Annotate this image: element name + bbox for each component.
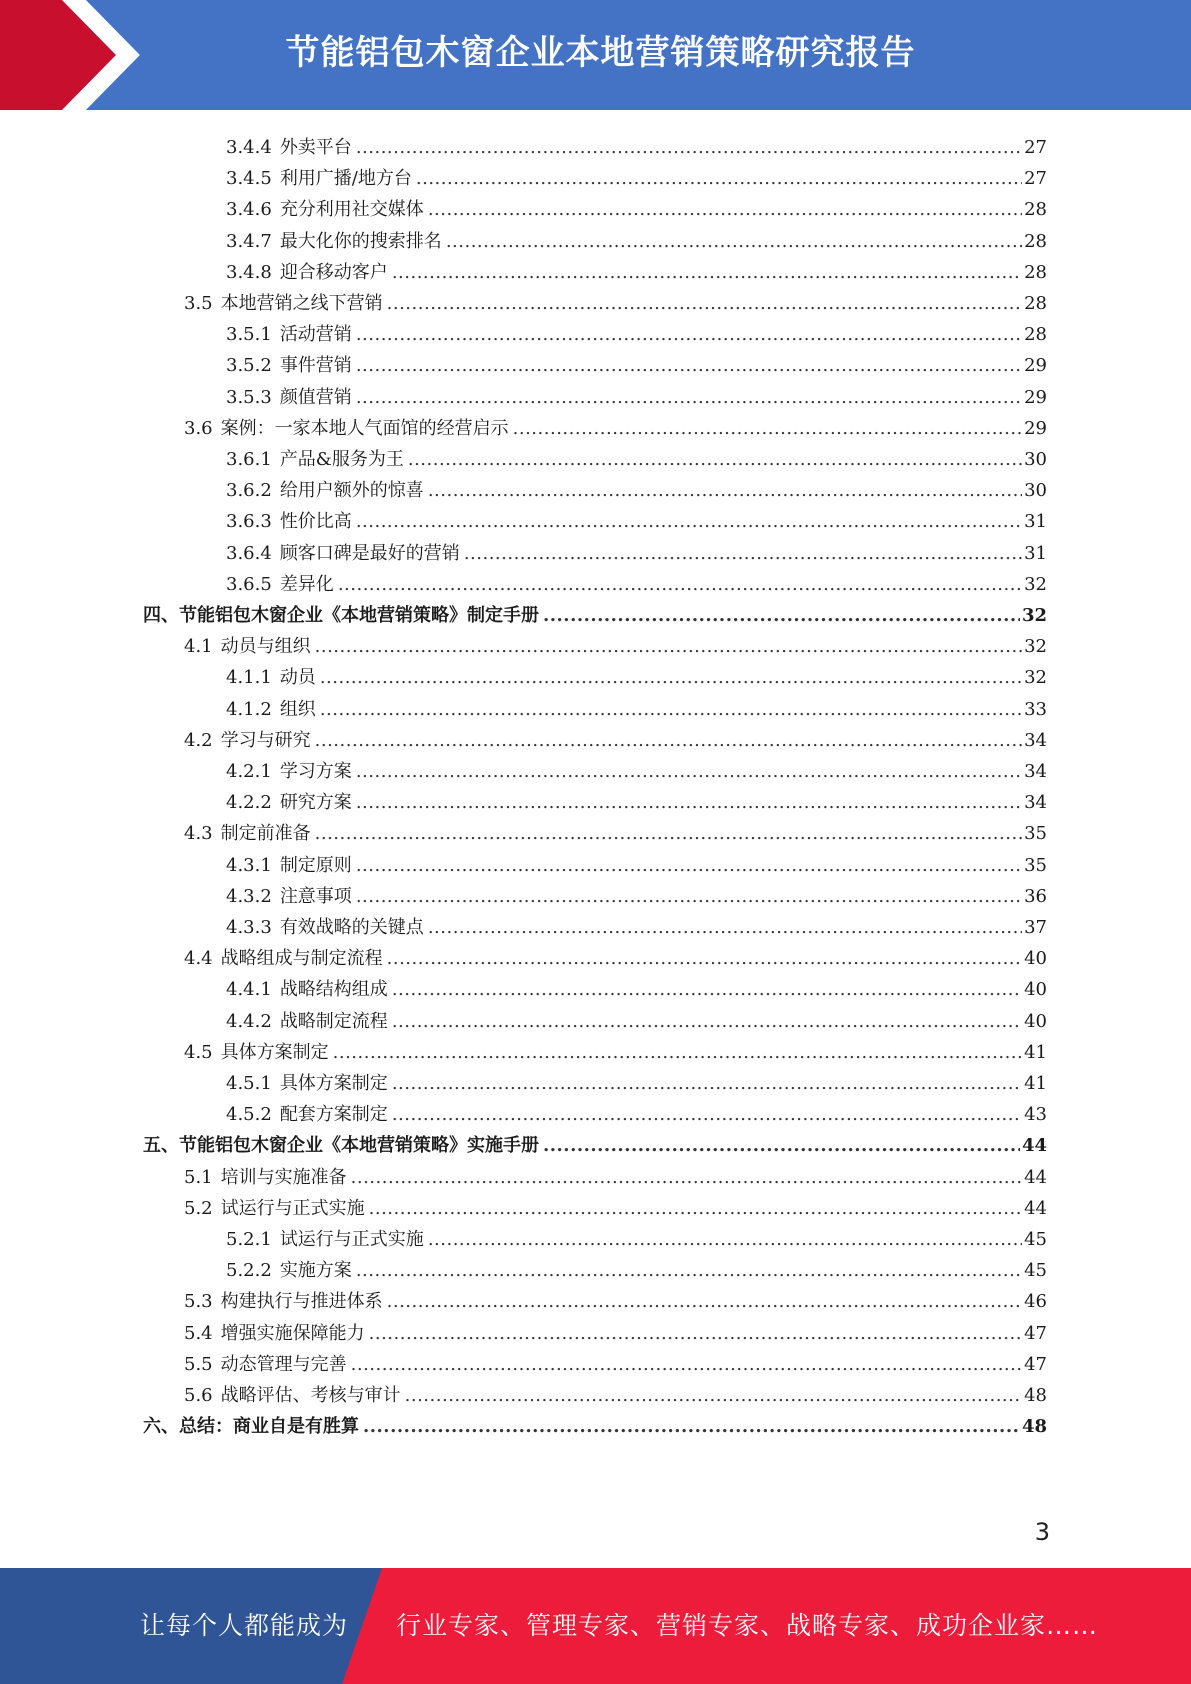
toc-entry-number: 5.4 — [184, 1322, 213, 1344]
toc-entry-page: 41 — [1024, 1073, 1047, 1094]
toc-entry-page: 40 — [1024, 979, 1047, 1001]
toc-entry-page: 48 — [1024, 1385, 1047, 1406]
toc-entry-title: 制定前准备 — [220, 823, 311, 845]
toc-entry[interactable] — [184, 1189, 1047, 1220]
toc-entry-page: 29 — [1024, 386, 1047, 408]
toc-entry[interactable] — [184, 1345, 1047, 1376]
toc-entry-page: 34 — [1024, 792, 1047, 814]
toc-entry-title: 试运行与正式实施 — [279, 1229, 424, 1250]
toc-entry-number: 5.2.1 — [226, 1229, 272, 1250]
toc-entry-label — [226, 1073, 392, 1095]
toc-entry-label — [226, 667, 320, 689]
toc-entry[interactable] — [226, 752, 1047, 783]
toc-entry-number: 4.4.1 — [226, 979, 272, 1001]
toc-entry-page: 47 — [1024, 1353, 1047, 1375]
toc-entry[interactable] — [226, 378, 1047, 409]
toc-entry-number: 3.6.4 — [226, 542, 272, 564]
toc-entry[interactable] — [226, 690, 1047, 721]
toc-entry-title: 配套方案制定 — [279, 1104, 388, 1126]
toc-dot-leader — [356, 324, 1022, 346]
toc-entry-number: 4.2.1 — [226, 761, 272, 782]
toc-entry-title: 外卖平台 — [279, 137, 352, 158]
toc-entry[interactable] — [184, 1158, 1047, 1189]
toc-entry-title: 差异化 — [279, 573, 334, 595]
toc-entry-number: 5.3 — [184, 1291, 213, 1313]
toc-entry-number: 5.2.2 — [226, 1260, 272, 1282]
toc-entry-page: 46 — [1024, 1291, 1047, 1313]
toc-entry-label — [226, 761, 356, 783]
toc-entry-number: 3.4.8 — [226, 261, 272, 283]
toc-entry[interactable] — [226, 877, 1047, 908]
toc-entry[interactable] — [184, 721, 1047, 752]
toc-dot-leader — [356, 792, 1022, 814]
toc-entry-label — [184, 1323, 369, 1345]
toc-entry-number: 3.5 — [184, 293, 213, 314]
toc-entry-page: 35 — [1024, 854, 1047, 876]
toc-entry-page: 40 — [1024, 1010, 1047, 1032]
toc-dot-leader — [392, 1011, 1022, 1033]
toc-dot-leader — [351, 1354, 1022, 1376]
toc-entry-title: 事件营销 — [279, 355, 352, 377]
toc-entry-label — [226, 511, 356, 533]
toc-dot-leader — [356, 511, 1022, 533]
toc-entry-title: 动员与组织 — [220, 636, 311, 658]
toc-entry-title: 迎合移动客户 — [279, 261, 388, 283]
toc-entry-label — [226, 449, 408, 471]
toc-entry-number: 5.5 — [184, 1353, 213, 1375]
toc-dot-leader — [356, 855, 1022, 877]
toc-entry-page: 44 — [1021, 1135, 1047, 1157]
toc-entry-title: 活动营销 — [279, 324, 352, 346]
toc-dot-leader — [428, 917, 1022, 939]
toc-entry[interactable] — [226, 970, 1047, 1001]
toc-entry[interactable] — [143, 596, 1047, 627]
toc-entry-title: 学习方案 — [279, 761, 352, 782]
toc-entry-title: 战略结构组成 — [279, 979, 388, 1001]
toc-entry-page: 28 — [1024, 261, 1047, 283]
toc-entry-title: 本地营销之线下营销 — [220, 293, 383, 314]
toc-dot-leader — [464, 543, 1022, 565]
toc-entry[interactable] — [184, 814, 1047, 845]
toc-entry-page: 28 — [1024, 324, 1047, 346]
toc-dot-leader — [387, 948, 1022, 970]
toc-entry-title: 产品&服务为王 — [279, 449, 404, 470]
toc-entry-title: 有效战略的关键点 — [279, 917, 424, 938]
toc-entry-page: 28 — [1024, 230, 1047, 252]
toc-entry[interactable] — [226, 253, 1047, 284]
toc-entry-number: 3.4.5 — [226, 168, 272, 190]
toc-entry-page: 47 — [1024, 1322, 1047, 1344]
toc-entry-number: 4.1.2 — [226, 698, 272, 720]
toc-entry-page: 31 — [1024, 542, 1047, 564]
page-footer — [0, 1568, 1191, 1684]
toc-entry-title: 学习与研究 — [220, 729, 311, 751]
toc-entry[interactable] — [184, 1376, 1047, 1407]
toc-entry-label — [184, 730, 315, 752]
toc-entry[interactable] — [226, 346, 1047, 377]
toc-entry-title: 动态管理与完善 — [220, 1353, 347, 1375]
toc-dot-leader — [392, 979, 1022, 1001]
toc-entry-title: 具体方案制定 — [279, 1073, 388, 1094]
toc-dot-leader — [315, 823, 1022, 845]
toc-entry-label — [184, 1385, 405, 1407]
toc-entry-page: 33 — [1024, 698, 1047, 720]
toc-entry-label — [226, 574, 338, 596]
toc-dot-leader — [405, 1385, 1022, 1407]
toc-entry-label — [226, 917, 428, 939]
toc-dot-leader — [320, 699, 1022, 721]
toc-entry-title: 案例：一家本地人气面馆的经营启示 — [220, 417, 509, 439]
toc-entry-number: 3.6.5 — [226, 573, 272, 595]
toc-dot-leader — [338, 574, 1022, 596]
toc-entry[interactable] — [226, 502, 1047, 533]
toc-entry-label — [226, 1011, 392, 1033]
toc-entry-number: 4.2 — [184, 729, 213, 751]
toc-entry[interactable] — [226, 128, 1047, 159]
toc-entry-number: 4.5.1 — [226, 1073, 272, 1094]
toc-entry-label — [226, 792, 356, 814]
toc-entry-label — [184, 418, 513, 440]
toc-dot-leader — [387, 293, 1022, 315]
toc-dot-leader — [543, 605, 1020, 627]
toc-entry-number: 六、 — [143, 1416, 179, 1438]
toc-dot-leader — [320, 667, 1022, 689]
toc-entry-page: 31 — [1024, 511, 1047, 533]
toc-entry-number: 五、 — [143, 1135, 179, 1157]
toc-dot-leader — [392, 1104, 1022, 1126]
toc-entry-page: 32 — [1021, 605, 1047, 626]
toc-entry-title: 节能铝包木窗企业《本地营销策略》制定手册 — [179, 605, 539, 626]
toc-entry-number: 4.5 — [184, 1041, 213, 1063]
toc-entry-title: 组织 — [279, 698, 316, 720]
toc-dot-leader — [428, 199, 1022, 221]
toc-entry-page: 29 — [1024, 355, 1047, 377]
toc-entry-label — [184, 1354, 351, 1376]
toc-entry-title: 培训与实施准备 — [220, 1166, 347, 1188]
toc-entry-page: 37 — [1024, 917, 1047, 938]
toc-dot-leader — [513, 418, 1022, 440]
toc-entry[interactable] — [226, 908, 1047, 939]
toc-entry-title: 利用广播/地方台 — [279, 168, 412, 190]
toc-entry-title: 试运行与正式实施 — [220, 1197, 365, 1219]
header-arrow-decoration — [0, 0, 200, 110]
toc-entry-label — [184, 636, 315, 658]
toc-entry[interactable] — [226, 846, 1047, 877]
toc-dot-leader — [356, 137, 1022, 159]
toc-entry-label — [226, 1104, 392, 1126]
toc-entry[interactable] — [143, 1126, 1047, 1157]
toc-dot-leader — [315, 730, 1022, 752]
toc-entry-title: 给用户额外的惊喜 — [279, 480, 424, 502]
toc-entry-title: 动员 — [279, 667, 316, 689]
toc-entry-label — [226, 324, 356, 346]
toc-entry-number: 4.3 — [184, 823, 213, 845]
toc-entry-label — [226, 199, 428, 221]
toc-entry-number: 3.6.3 — [226, 511, 272, 533]
toc-entry-number: 5.1 — [184, 1166, 213, 1188]
toc-entry-page: 28 — [1024, 293, 1047, 314]
toc-entry-number: 5.2 — [184, 1197, 213, 1219]
toc-entry-page: 30 — [1024, 449, 1047, 470]
toc-entry-page: 29 — [1024, 417, 1047, 439]
toc-entry-title: 性价比高 — [279, 511, 352, 533]
toc-entry[interactable] — [226, 534, 1047, 565]
toc-entry-label — [184, 293, 387, 315]
toc-dot-leader — [369, 1323, 1022, 1345]
toc-entry-title: 研究方案 — [279, 792, 352, 814]
toc-entry-title: 具体方案制定 — [220, 1041, 329, 1063]
toc-entry[interactable] — [226, 315, 1047, 346]
toc-entry-title: 总结：商业自是有胜算 — [179, 1416, 359, 1438]
toc-entry-page: 43 — [1024, 1104, 1047, 1126]
toc-dot-leader — [315, 636, 1022, 658]
toc-entry-label — [226, 979, 392, 1001]
toc-entry-number: 4.1.1 — [226, 667, 272, 689]
toc-entry-label — [226, 231, 446, 253]
toc-entry-label — [184, 1198, 369, 1220]
toc-entry[interactable] — [226, 565, 1047, 596]
toc-entry[interactable] — [143, 1407, 1047, 1438]
toc-entry-number: 3.6 — [184, 417, 213, 439]
toc-entry[interactable] — [226, 190, 1047, 221]
toc-entry-title: 注意事项 — [279, 885, 352, 907]
toc-dot-leader — [369, 1198, 1022, 1220]
toc-entry-page: 40 — [1024, 948, 1047, 970]
toc-entry-label — [226, 1229, 428, 1251]
toc-entry-label — [184, 1291, 387, 1313]
toc-dot-leader — [428, 480, 1022, 502]
toc-dot-leader — [356, 761, 1022, 783]
toc-entry-number: 4.5.2 — [226, 1104, 272, 1126]
toc-entry-number: 5.6 — [184, 1385, 213, 1406]
toc-entry-label — [226, 168, 416, 190]
toc-entry[interactable] — [226, 1064, 1047, 1095]
toc-entry[interactable] — [226, 783, 1047, 814]
toc-dot-leader — [356, 886, 1022, 908]
toc-entry-number: 4.3.3 — [226, 917, 272, 938]
toc-entry-page: 44 — [1024, 1197, 1047, 1219]
toc-dot-leader — [392, 262, 1022, 284]
toc-entry[interactable] — [226, 1002, 1047, 1033]
toc-entry-label — [184, 1167, 351, 1189]
toc-entry-number: 4.4.2 — [226, 1010, 272, 1032]
toc-dot-leader — [356, 1260, 1022, 1282]
page-header — [0, 0, 1191, 110]
toc-entry[interactable] — [184, 1033, 1047, 1064]
footer-slogan-left: 让每个人都能成为 — [140, 1611, 349, 1640]
toc-entry-title: 节能铝包木窗企业《本地营销策略》实施手册 — [179, 1135, 539, 1157]
toc-entry[interactable] — [184, 627, 1047, 658]
toc-entry-number: 3.5.1 — [226, 324, 272, 346]
toc-entry-title: 战略评估、考核与审计 — [220, 1385, 401, 1406]
toc-entry[interactable] — [184, 939, 1047, 970]
toc-dot-leader — [356, 355, 1022, 377]
toc-entry-number: 3.5.3 — [226, 386, 272, 408]
toc-entry-label — [226, 480, 428, 502]
toc-entry[interactable] — [184, 409, 1047, 440]
toc-entry-number: 3.6.1 — [226, 449, 272, 470]
toc-entry-number: 四、 — [143, 605, 179, 626]
toc-entry-number: 4.3.1 — [226, 854, 272, 876]
toc-entry-title: 实施方案 — [279, 1260, 352, 1282]
toc-entry-page: 45 — [1024, 1229, 1047, 1250]
toc-entry-label — [184, 1042, 333, 1064]
toc-entry-page: 27 — [1024, 137, 1047, 158]
toc-entry-page: 36 — [1024, 885, 1047, 907]
toc-entry-page: 32 — [1024, 573, 1047, 595]
toc-entry-page: 35 — [1024, 823, 1047, 845]
toc-entry-page: 45 — [1024, 1260, 1047, 1282]
toc-entry-number: 3.5.2 — [226, 355, 272, 377]
toc-dot-leader — [446, 231, 1022, 253]
toc-entry-page: 30 — [1024, 480, 1047, 502]
toc-entry-page: 32 — [1024, 667, 1047, 689]
toc-entry-page: 34 — [1024, 761, 1047, 782]
toc-entry-label — [226, 886, 356, 908]
toc-dot-leader — [363, 1416, 1020, 1438]
toc-entry-title: 充分利用社交媒体 — [279, 199, 424, 221]
toc-entry[interactable] — [184, 1314, 1047, 1345]
footer-slogan-right: 行业专家、管理专家、营销专家、战略专家、成功企业家…… — [396, 1611, 1099, 1640]
toc-entry[interactable] — [226, 159, 1047, 190]
toc-entry-title: 战略制定流程 — [279, 1010, 388, 1032]
toc-entry-label — [226, 855, 356, 877]
toc-entry-title: 增强实施保障能力 — [220, 1322, 365, 1344]
toc-entry-number: 3.4.7 — [226, 230, 272, 252]
toc-entry-title: 顾客口碑是最好的营销 — [279, 542, 460, 564]
toc-entry-label — [226, 387, 356, 409]
toc-entry-page: 41 — [1024, 1041, 1047, 1063]
toc-entry-label — [184, 948, 387, 970]
toc-entry-page: 27 — [1024, 168, 1047, 190]
toc-entry-number: 4.3.2 — [226, 885, 272, 907]
toc-entry-title: 最大化你的搜索排名 — [279, 230, 442, 252]
toc-entry[interactable] — [184, 284, 1047, 315]
toc-entry-title: 构建执行与推进体系 — [220, 1291, 383, 1313]
toc-entry-number: 3.4.4 — [226, 137, 272, 158]
toc-entry-page: 44 — [1024, 1166, 1047, 1188]
toc-entry-page: 32 — [1024, 636, 1047, 658]
toc-entry-label — [143, 1416, 363, 1438]
toc-entry[interactable] — [184, 1282, 1047, 1313]
toc-entry-label — [226, 699, 320, 721]
toc-entry-number: 3.4.6 — [226, 199, 272, 221]
toc-entry-page: 34 — [1024, 729, 1047, 751]
toc-entry[interactable] — [226, 222, 1047, 253]
toc-entry-label — [226, 262, 392, 284]
toc-entry-page: 28 — [1024, 199, 1047, 221]
toc-entry-label — [226, 137, 356, 159]
toc-entry-label — [184, 823, 315, 845]
toc-entry-number: 3.6.2 — [226, 480, 272, 502]
toc-dot-leader — [408, 449, 1022, 471]
toc-entry[interactable] — [226, 1251, 1047, 1282]
toc-dot-leader — [428, 1229, 1022, 1251]
toc-entry-title: 制定原则 — [279, 854, 352, 876]
toc-dot-leader — [416, 168, 1022, 190]
report-title: 节能铝包木窗企业本地营销策略研究报告 — [285, 33, 916, 73]
toc-dot-leader — [392, 1073, 1022, 1095]
toc-entry-title: 颜值营销 — [279, 386, 352, 408]
toc-entry-label — [226, 355, 356, 377]
toc-entry[interactable] — [226, 440, 1047, 471]
toc-entry-title: 战略组成与制定流程 — [220, 948, 383, 970]
toc-entry-label — [226, 1260, 356, 1282]
toc-dot-leader — [356, 387, 1022, 409]
toc-entry[interactable] — [226, 471, 1047, 502]
toc-entry-number: 4.4 — [184, 948, 213, 970]
page-number: 3 — [1034, 1518, 1050, 1546]
toc-entry-number: 4.2.2 — [226, 792, 272, 814]
toc-dot-leader — [543, 1135, 1020, 1157]
toc-entry-label — [226, 543, 464, 565]
toc-dot-leader — [333, 1042, 1022, 1064]
toc-dot-leader — [387, 1291, 1022, 1313]
toc-entry-number: 4.1 — [184, 636, 213, 658]
toc-entry[interactable] — [226, 1220, 1047, 1251]
toc-dot-leader — [351, 1167, 1022, 1189]
toc-entry-label — [143, 1135, 543, 1157]
toc-entry-page: 48 — [1021, 1416, 1047, 1438]
toc-entry[interactable] — [226, 1095, 1047, 1126]
toc-entry[interactable] — [226, 658, 1047, 689]
toc-entry-label — [143, 605, 543, 627]
